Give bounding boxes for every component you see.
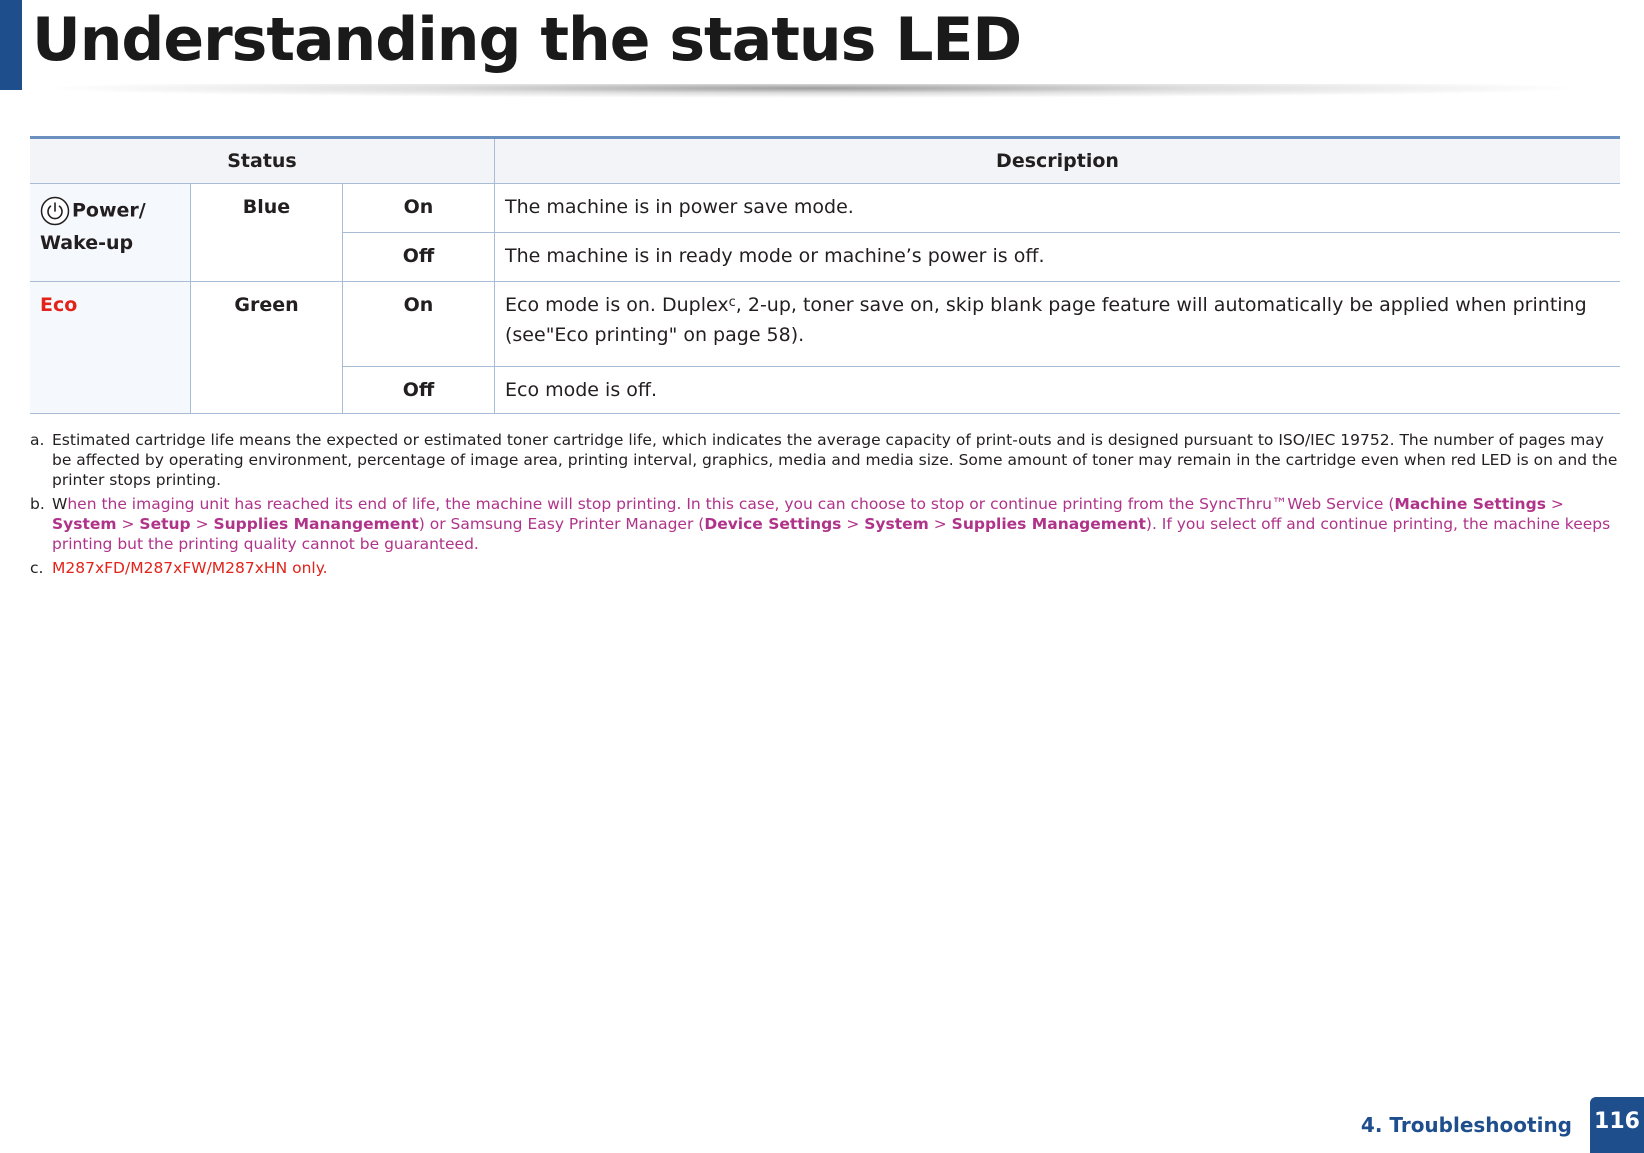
title-accent-bar [0,0,22,90]
table-row [30,184,1620,233]
menu-path-device-settings: Device Settings [704,515,842,533]
page-number: 116 [1590,1097,1644,1153]
footnotes [30,430,1620,582]
footnote-b [30,494,1620,554]
status-led-table [30,136,1620,414]
page-title: Understanding the status LED [32,5,1022,75]
footnote-b-text: hen the imaging unit has reached its end of life, the machine will stop printing. In this case, you can choose to stop or continue printing from the SyncThru™Web Service ( [67,495,1395,513]
menu-path-system: System [52,515,117,533]
title-divider [32,84,1592,98]
menu-path-supplies-manangement: Supplies Manangement [213,515,419,533]
eco-on-desc-post: , 2-up, toner save on, skip blank page feature will automatically be applied when printing (see"Eco printing" on page 58). [505,294,1587,346]
menu-path-system: System [864,515,929,533]
led-state-on: On [343,184,495,233]
power-icon [40,196,70,226]
footnote-a [30,430,1620,490]
led-name-power-line2: Wake-up [40,232,134,254]
footnote-mark: a. [30,431,45,449]
path-separator: > [116,515,140,533]
footnote-c [30,558,1620,578]
path-separator: > [928,515,952,533]
footnote-ref-c: c [728,295,736,310]
led-name-power [30,184,191,282]
led-state-on: On [343,282,495,367]
menu-path-machine-settings: Machine Settings [1394,495,1546,513]
led-name-eco: Eco [30,282,191,414]
footnote-text [52,494,1620,554]
led-description: The machine is in ready mode or machine’s power is off. [495,233,1621,282]
footnote-mark: b. [30,495,45,513]
led-name-power-line1: Power/ [72,199,146,222]
menu-path-supplies-management: Supplies Management [951,515,1146,533]
led-state-off: Off [343,367,495,414]
footnote-text: M287xFD/M287xFW/M287xHN only. [52,559,328,577]
path-separator: > [841,515,865,533]
footnote-b-text: ) or Samsung Easy Printer Manager ( [418,515,705,533]
led-description: The machine is in power save mode. [495,184,1621,233]
menu-path-setup: Setup [139,515,191,533]
header-description: Description [495,138,1621,184]
led-color-blue: Blue [191,184,343,282]
led-state-off: Off [343,233,495,282]
eco-on-desc-pre: Eco mode is on. Duplex [505,294,729,316]
path-separator: > [190,515,214,533]
footnote-b-lead: W [52,495,68,513]
path-separator: > [1545,495,1564,513]
led-description: Eco mode is off. [495,367,1621,414]
footer-chapter-label: 4. Troubleshooting [1360,1113,1572,1137]
led-description [495,282,1621,367]
footnote-text: Estimated cartridge life means the expected or estimated toner cartridge life, which indicates the average capacity of print-outs and is designed pursuant to ISO/IEC 19752. The number of pages may be affected by operating environment, percentage of image area, printing interval, graphics, media and media size. Some amount of toner may remain in the cartridge even when red LED is on and the printer stops printing. [52,431,1618,489]
table-row [30,282,1620,367]
led-color-green: Green [191,282,343,414]
table-header-row [30,138,1620,184]
footnote-b-text: ). If you select off and continue printing, the machine keeps printing but the printing quality cannot be guaranteed. [52,515,1611,553]
header-status: Status [30,138,495,184]
footnote-mark: c. [30,559,44,577]
